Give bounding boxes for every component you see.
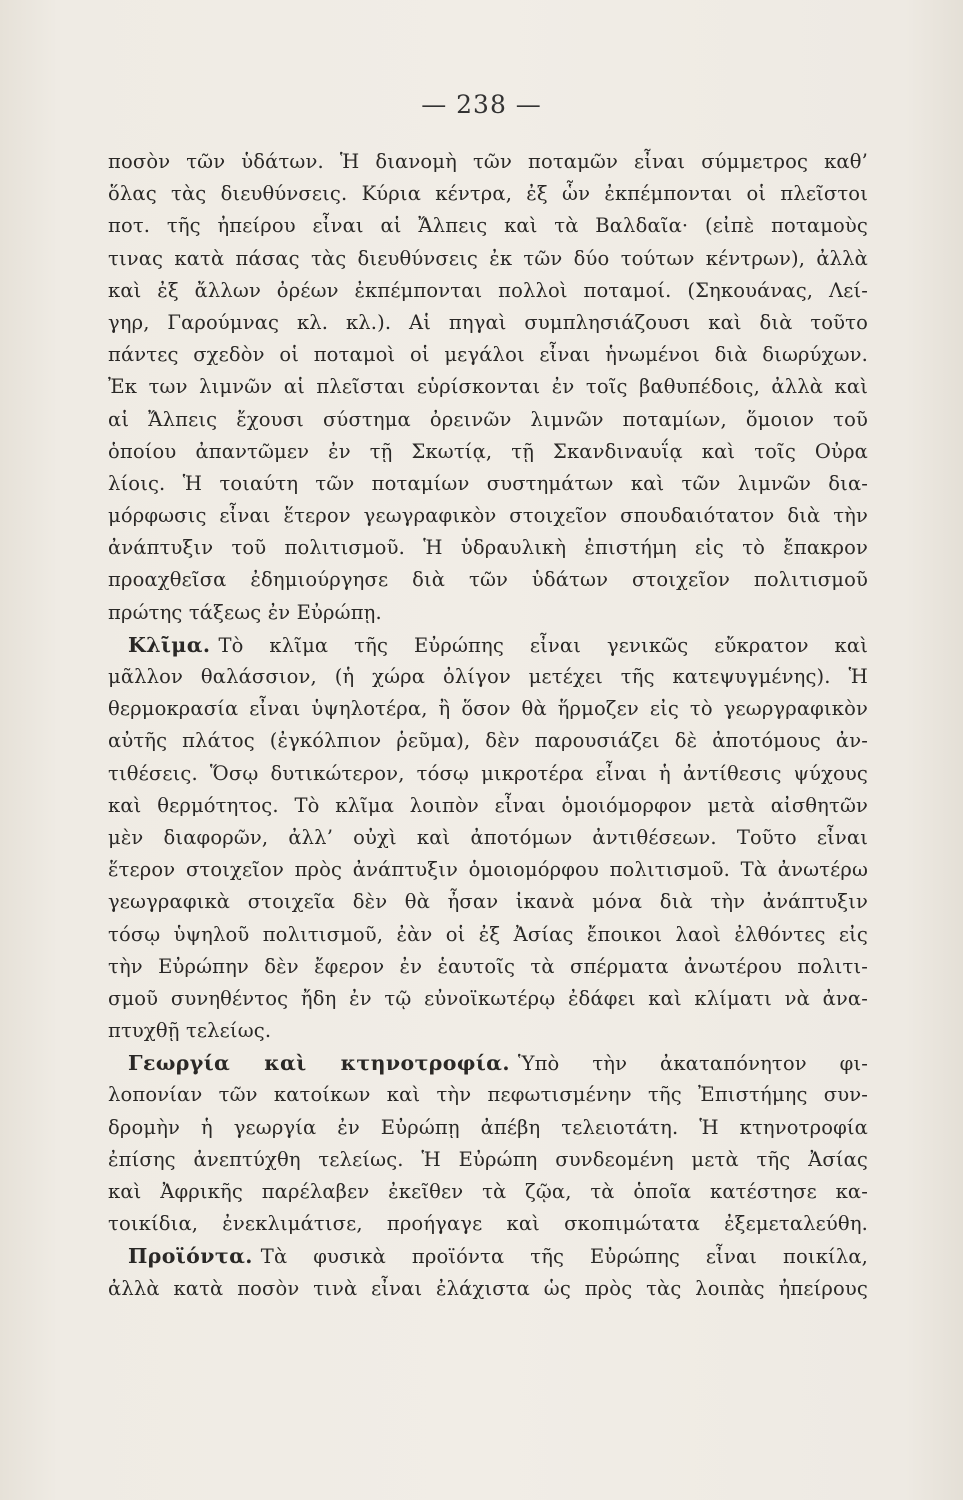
line-text: ἐπίσης ἀνεπτύχθη τελείως. Ἡ Εὐρώπη συνδεομένη μετὰ τῆς Ἀσίας	[108, 1147, 868, 1171]
text-line	[108, 275, 868, 307]
line-text: μὲν διαφορῶν, ἀλλ’ οὐχὶ καὶ ἀποτόμων ἀντιθέσεων. Τοῦτο εἶναι	[108, 825, 868, 849]
text-line	[108, 1273, 868, 1305]
text-line	[108, 371, 868, 403]
text-line	[108, 1240, 868, 1272]
page-body	[108, 146, 868, 1305]
text-line	[108, 404, 868, 436]
text-line	[108, 1079, 868, 1111]
line-text: ποτ. τῆς ἠπείρου εἶναι αἱ Ἄλπεις καὶ τὰ Βαλδαῖα· (εἰπὲ ποταμοὺς	[108, 214, 868, 238]
text-line	[108, 983, 868, 1015]
line-text: λίοις. Ἡ τοιαύτη τῶν ποταμίων συστημάτων καὶ τῶν λιμνῶν δια-	[108, 471, 868, 495]
line-text: τιθέσεις. Ὅσῳ δυτικώτερον, τόσῳ μικροτέρα εἶναι ἡ ἀντίθεσις ψύχους	[108, 761, 868, 785]
text-line	[108, 693, 868, 725]
text-line	[108, 1112, 868, 1144]
line-text: πτυχθῇ τελείως.	[108, 1019, 272, 1043]
line-text: μᾶλλον θαλάσσιον, (ἡ χώρα ὀλίγον μετέχει τῆς κατεψυγμένης). Ἡ	[108, 665, 868, 688]
text-line	[108, 1208, 868, 1240]
line-text: προαχθεῖσα ἐδημιούργησε διὰ τῶν ὑδάτων στοιχεῖον πολιτισμοῦ	[108, 568, 868, 592]
line-text: αἱ Ἄλπεις ἔχουσι σύστημα ὀρεινῶν λιμνῶν ποταμίων, ὅμοιον τοῦ	[108, 407, 868, 431]
text-line	[108, 1144, 868, 1176]
line-text: σμοῦ συνηθέντος ἤδη ἐν τῷ εὐνοϊκωτέρῳ ἐδάφει καὶ κλίματι νὰ ἀνα-	[108, 986, 868, 1010]
text-line	[108, 243, 868, 275]
text-line	[108, 339, 868, 371]
line-text: καὶ θερμότητος. Τὸ κλῖμα λοιπὸν εἶναι ὁμοιόμορφον μετὰ αἰσθητῶν	[108, 793, 868, 817]
text-line	[108, 178, 868, 210]
line-text: δρομὴν ἡ γεωργία ἐν Εὐρώπῃ ἀπέβη τελειοτάτη. Ἡ κτηνοτροφία	[108, 1115, 868, 1139]
line-text: ἀνάπτυξιν τοῦ πολιτισμοῦ. Ἡ ὑδραυλικὴ ἐπιστήμη εἰς τὸ ἔπακρον	[108, 536, 868, 560]
line-text: πάντες σχεδὸν οἱ ποταμοὶ οἱ μεγάλοι εἶναι ἡνωμένοι διὰ διωρύχων.	[108, 343, 868, 367]
text-line	[108, 951, 868, 983]
line-text: τὴν Εὐρώπην δὲν ἔφερον ἐν ἑαυτοῖς τὰ σπέρματα ἀνωτέρου πολιτι-	[108, 954, 868, 978]
line-text: μόρφωσις εἶναι ἕτερον γεωγραφικὸν στοιχεῖον σπουδαιότατον διὰ τὴν	[108, 504, 868, 528]
text-line	[108, 1176, 868, 1208]
text-line	[108, 886, 868, 918]
text-line	[108, 919, 868, 951]
line-text: θερμοκρασία εἶναι ὑψηλοτέρα, ἢ ὅσον θὰ ἥρμοζεν εἰς τὸ γεωργραφικὸν	[108, 697, 868, 721]
text-line	[108, 436, 868, 468]
text-line	[108, 1047, 868, 1079]
section-heading: Προϊόντα.	[128, 1244, 253, 1269]
line-text: τινας κατὰ πάσας τὰς διευθύνσεις ἐκ τῶν δύο τούτων κέντρων), ἀλλὰ	[108, 246, 868, 270]
text-line	[108, 629, 868, 661]
text-line	[108, 1015, 868, 1047]
line-text: γηρ, Γαρούμνας κλ. κλ.). Αἱ πηγαὶ συμπλησιάζουσι καὶ διὰ τοῦτο	[108, 310, 868, 334]
line-text: ἀλλὰ κατὰ ποσὸν τινὰ εἶναι ἐλάχιστα ὡς πρὸς τὰς λοιπὰς ἠπείρους	[108, 1276, 868, 1300]
line-text: Τὸ κλῖμα τῆς Εὐρώπης εἶναι γενικῶς εὔκρατον καὶ	[218, 633, 868, 657]
text-line	[108, 146, 868, 178]
line-text: λοπονίαν τῶν κατοίκων καὶ τὴν πεφωτισμένην τῆς Ἐπιστήμης συν-	[108, 1083, 868, 1107]
line-text: αὐτῆς πλάτος (ἐγκόλπιον ῥεῦμα), δὲν παρουσιάζει δὲ ἀποτόμους ἀν-	[108, 729, 868, 753]
line-text: Ὑπὸ τὴν ἀκαταπόνητον φι-	[517, 1052, 868, 1076]
section-heading: Γεωργία καὶ κτηνοτροφία.	[128, 1051, 510, 1076]
text-line	[108, 822, 868, 854]
line-text: ὅλας τὰς διευθύνσεις. Κύρια κέντρα, ἐξ ὧν ἐκπέμπονται οἱ πλεῖστοι	[108, 182, 868, 206]
line-text: τοικίδια, ἐνεκλιμάτισε, προήγαγε καὶ σκοπιμώτατα ἐξεμεταλεύθη.	[108, 1212, 868, 1236]
line-text: ποσὸν τῶν ὑδάτων. Ἡ διανομὴ τῶν ποταμῶν εἶναι σύμμετρος καθ’	[108, 150, 868, 173]
line-text: καὶ Ἀφρικῆς παρέλαβεν ἐκεῖθεν τὰ ζῷα, τὰ ὁποῖα κατέστησε κα-	[108, 1180, 868, 1203]
text-line	[108, 468, 868, 500]
text-line	[108, 307, 868, 339]
text-line	[108, 532, 868, 564]
line-text: γεωγραφικὰ στοιχεῖα δὲν θὰ ἦσαν ἱκανὰ μόνα διὰ τὴν ἀνάπτυξιν	[108, 890, 868, 914]
section-heading: Κλῖμα.	[128, 632, 211, 657]
line-text: πρώτης τάξεως ἐν Εὐρώπῃ.	[108, 600, 382, 624]
line-text: ἕτερον στοιχεῖον πρὸς ἀνάπτυξιν ὁμοιομόρφου πολιτισμοῦ. Τὰ ἀνωτέρω	[108, 858, 868, 882]
line-text: ὁποίου ἀπαντῶμεν ἐν τῇ Σκωτίᾳ, τῇ Σκανδιναυΐᾳ καὶ τοῖς Οὐρα	[108, 439, 868, 463]
page-number: — 238 —	[421, 90, 542, 119]
text-line	[108, 854, 868, 886]
text-line	[108, 758, 868, 790]
line-text: τόσῳ ὑψηλοῦ πολιτισμοῦ, ἐὰν οἱ ἐξ Ἀσίας ἔποικοι λαοὶ ἐλθόντες εἰς	[108, 922, 868, 946]
text-line	[108, 210, 868, 242]
text-line	[108, 725, 868, 757]
text-line	[108, 500, 868, 532]
line-text: Ἐκ των λιμνῶν αἱ πλεῖσται εὑρίσκονται ἐν τοῖς βαθυπέδοις, ἀλλὰ καὶ	[108, 375, 868, 399]
text-line	[108, 790, 868, 822]
line-text: καὶ ἐξ ἄλλων ὀρέων ἐκπέμπονται πολλοὶ ποταμοί. (Σηκουάνας, Λεί-	[108, 278, 868, 302]
line-text: Τὰ φυσικὰ προϊόντα τῆς Εὐρώπης εἶναι ποικίλα,	[260, 1245, 868, 1269]
text-line	[108, 564, 868, 596]
text-line	[108, 597, 868, 629]
text-line	[108, 661, 868, 693]
